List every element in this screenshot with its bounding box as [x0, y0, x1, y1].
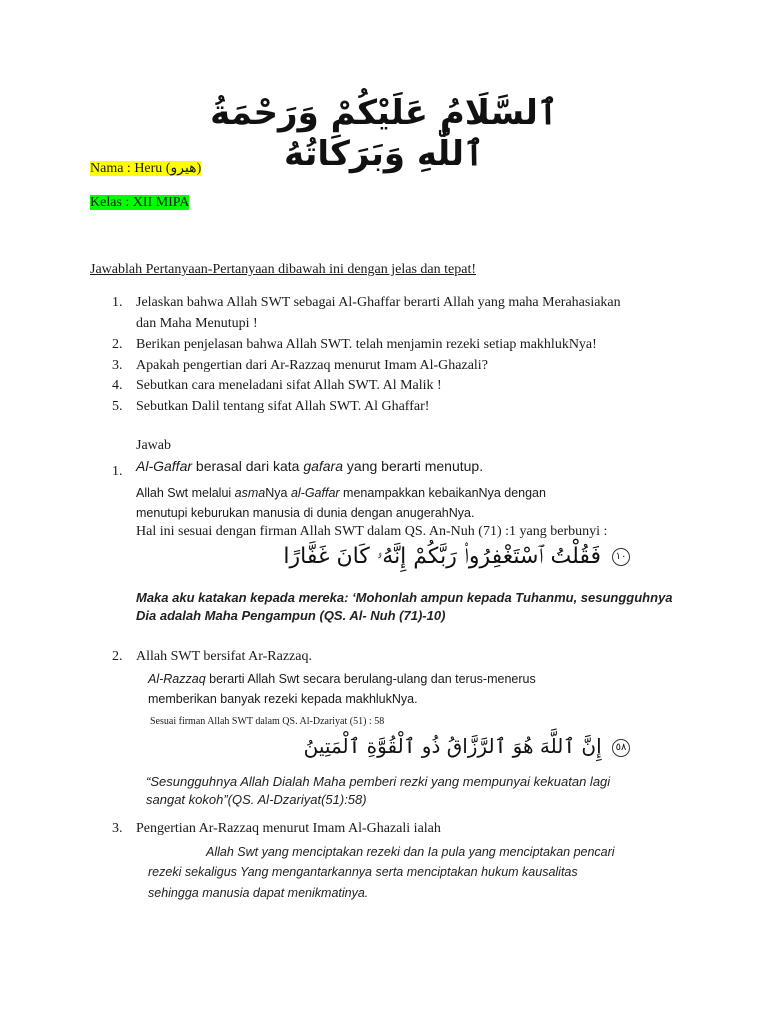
- question-text: Berikan penjelasan bahwa Allah SWT. telah menjamin rezeki setiap makhlukNya!: [136, 337, 597, 352]
- answer-heading: Jawab: [136, 438, 171, 453]
- verse-number-marker: ٥٨: [612, 739, 630, 757]
- answer-number: 1.: [112, 464, 123, 479]
- answer-2-verse-arabic: ٥٨ إِنَّ ٱللَّهَ هُوَ ٱلرَّزَّاقُ ذُو ٱلْقُوَّةِ ٱلْمَتِينُ: [398, 734, 630, 758]
- question-text: Apakah pengertian dari Ar-Razzaq menurut Imam Al-Ghazali?: [136, 358, 488, 373]
- answer-3-body-line1: Allah Swt yang menciptakan rezeki dan Ia pula yang menciptakan pencari: [206, 845, 615, 859]
- answer-1-body-line1: Allah Swt melalui asmaNya al-Gaffar menampakkan kebaikanNya dengan: [136, 486, 546, 500]
- answer-2-translation-line2: sangat kokoh”(QS. Al-Dzariyat(51):58): [146, 792, 367, 807]
- question-number: 5.: [112, 399, 123, 414]
- question-number: 2.: [112, 337, 123, 352]
- answer-3-body-line2: rezeki sekaligus Yang mengantarkannya serta menciptakan hukum kausalitas: [148, 865, 578, 879]
- answer-1-body-line2: menutupi keburukan manusia di dunia dengan anugerahNya.: [136, 506, 475, 520]
- answer-1-translation-line2: Dia adalah Maha Pengampun (QS. Al- Nuh (71)-10): [136, 608, 446, 623]
- verse-number-marker: ١٠: [612, 548, 630, 566]
- question-number: 1.: [112, 295, 123, 310]
- answer-2-body-line1: Al-Razzaq berarti Allah Swt secara berulang-ulang dan terus-menerus: [148, 672, 536, 686]
- answer-3-title: Pengertian Ar-Razzaq menurut Imam Al-Ghazali ialah: [136, 821, 441, 836]
- answer-2-translation-line1: “Sesungguhnya Allah Dialah Maha pemberi rezki yang mempunyai kekuatan lagi: [146, 774, 611, 789]
- student-class: Kelas : XII MIPA: [90, 195, 190, 210]
- answer-number: 3.: [112, 821, 123, 836]
- answer-number: 2.: [112, 649, 123, 664]
- question-text: Sebutkan Dalil tentang sifat Allah SWT. Al Ghaffar!: [136, 399, 430, 414]
- answer-1-translation-line1: Maka aku katakan kepada mereka: ‘Mohonlah ampun kepada Tuhanmu, sesungguhnya: [136, 590, 673, 605]
- student-name: Nama : Heru (هيرو): [90, 161, 202, 176]
- question-text-cont: dan Maha Menutupi !: [136, 316, 258, 331]
- answer-1-title: Al-Gaffar berasal dari kata gafara yang berarti menutup.: [136, 458, 484, 474]
- instruction: Jawablah Pertanyaan-Pertanyaan dibawah ini dengan jelas dan tepat!: [90, 262, 477, 277]
- question-number: 4.: [112, 378, 123, 393]
- answer-2-title: Allah SWT bersifat Ar-Razzaq.: [136, 649, 312, 664]
- answer-1-verse-arabic: ١٠ فَقُلْتُ ٱسْتَغْفِرُوا۟ رَبَّكُمْ إِنَّهُۥ كَانَ غَفَّارًا: [366, 544, 630, 569]
- question-text: Sebutkan cara meneladani sifat Allah SWT. Al Malik !: [136, 378, 442, 393]
- question-text: Jelaskan bahwa Allah SWT sebagai Al-Ghaffar berarti Allah yang maha Merahasiakan: [136, 295, 621, 310]
- answer-2-verse-intro: Sesuai firman Allah SWT dalam QS. Al-Dzariyat (51) : 58: [150, 716, 385, 727]
- question-number: 3.: [112, 358, 123, 373]
- answer-2-body-line2: memberikan banyak rezeki kepada makhlukNya.: [148, 692, 418, 706]
- answer-1-verse-intro: Hal ini sesuai dengan firman Allah SWT dalam QS. An-Nuh (71) :1 yang berbunyi :: [136, 524, 608, 539]
- answer-3-body-line3: sehingga manusia dapat menikmatinya.: [148, 886, 369, 900]
- salam-calligraphy: ٱلسَّلَامُ عَلَيْكُمْ وَرَحْمَةُ ٱللّٰهِ وَبَرَكَاتُهُ: [210, 93, 558, 174]
